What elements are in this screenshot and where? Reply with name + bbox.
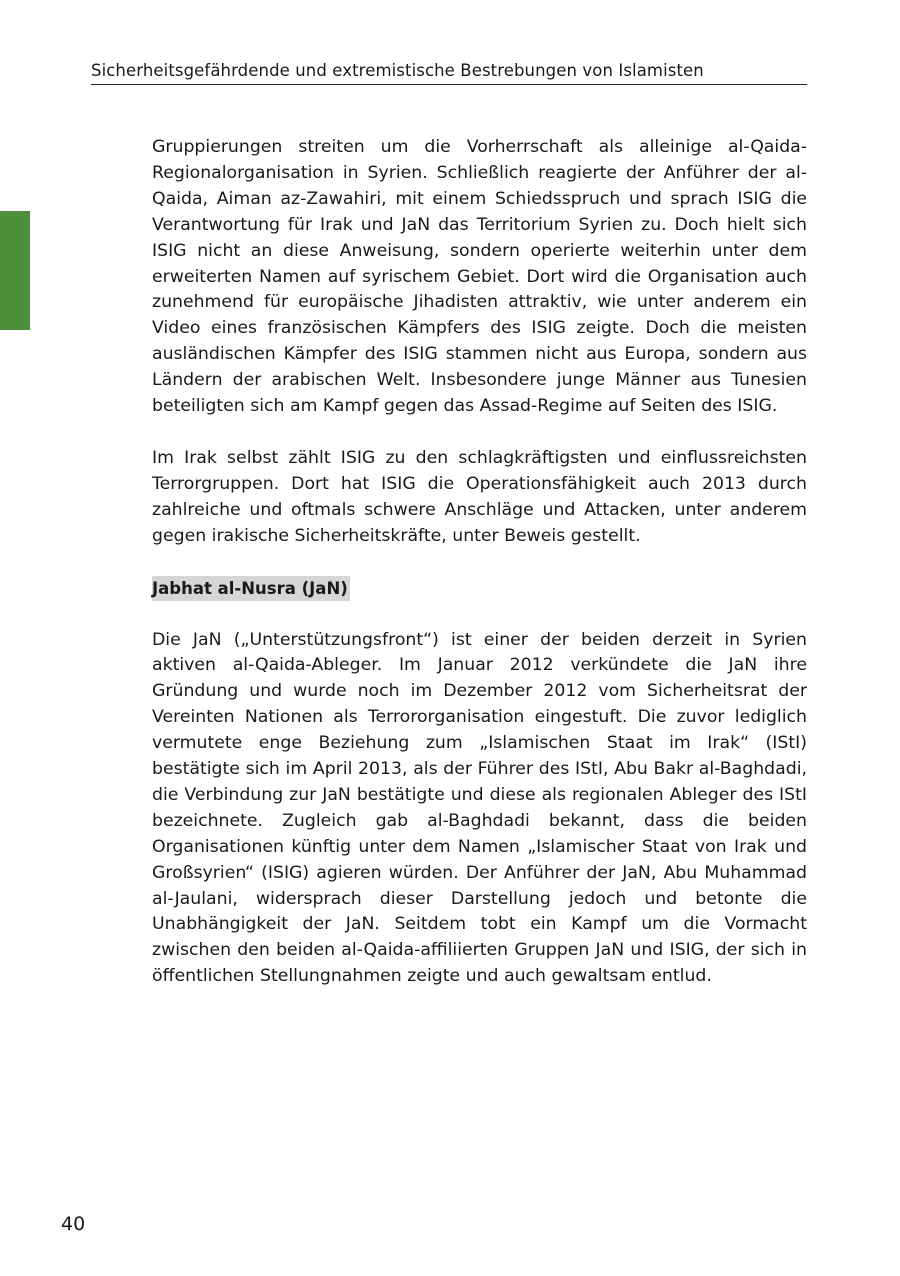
paragraph-gap: [152, 602, 807, 628]
running-header: Sicherheitsgefährdende und extremistische Bestrebungen von Islamisten: [91, 61, 704, 80]
paragraph-gap: [152, 420, 807, 446]
header-rule: [91, 84, 807, 85]
page-number: 40: [61, 1213, 86, 1235]
paragraph-gap: [152, 550, 807, 576]
section-heading: Jabhat al-Nusra (JaN): [152, 576, 350, 601]
body-paragraph-1: Gruppierungen streiten um die Vorherrschaft als alleinige al-Qaida-Regionalorganisation in Syrien. Schließlich reagierte der Anführer der al-Qaida, Aiman az-Zawahiri, mit einem Schiedsspruch und sprach ISIG die Verantwortung für Irak und JaN das Territorium Syrien zu. Doch hielt sich ISIG nicht an diese Anweisung, sondern operierte weiterhin unter dem erweiterten Namen auf syrischem Gebiet. Dort wird die Organisation auch zunehmend für europäische Jihadisten attraktiv, wie unter anderem ein Video eines französischen Kämpfers des ISIG zeigte. Doch die meisten ausländischen Kämpfer des ISIG stammen nicht aus Europa, sondern aus Ländern der arabischen Welt. Insbesondere junge Männer aus Tunesien beteiligten sich am Kampf gegen das Assad-Regime auf Seiten des ISIG.: [152, 137, 807, 417]
section-heading-wrap: [152, 576, 807, 602]
chapter-tab-marker: [0, 211, 30, 330]
body-paragraph-2: Im Irak selbst zählt ISIG zu den schlagkräftigsten und einflussreichsten Terrorgruppen. Dort hat ISIG die Operationsfähigkeit auch 2013 durch zahlreiche und oftmals schwere Anschläge und Attacken, unter anderem gegen irakische Sicherheitskräfte, unter Beweis gestellt.: [152, 447, 807, 546]
page-body: [152, 135, 807, 990]
body-paragraph-3: Die JaN („Unterstützungsfront“) ist einer der beiden derzeit in Syrien aktiven al-Qaida-Ableger. Im Januar 2012 verkündete die JaN ihre Gründung und wurde noch im Dezember 2012 vom Sicherheitsrat der Vereinten Nationen als Terrororganisation eingestuft. Die zuvor lediglich vermutete enge Beziehung zum „Islamischen Staat im Irak“ (IStI) bestätigte sich im April 2013, als der Führer des IStI, Abu Bakr al-Baghdadi, die Verbindung zur JaN bestätigte und diese als regionalen Ableger des IStI bezeichnete. Zugleich gab al-Baghdadi bekannt, dass die beiden Organisationen künftig unter dem Namen „Islamischer Staat von Irak und Großsyrien“ (ISIG) agieren würden. Der Anführer der JaN, Abu Muhammad al-Jaulani, widersprach dieser Darstellung jedoch und betonte die Unabhängigkeit der JaN. Seitdem tobt ein Kampf um die Vormacht zwischen den beiden al-Qaida-affiliierten Gruppen JaN und ISIG, der sich in öffentlichen Stellungnahmen zeigte und auch gewaltsam entlud.: [152, 629, 807, 987]
